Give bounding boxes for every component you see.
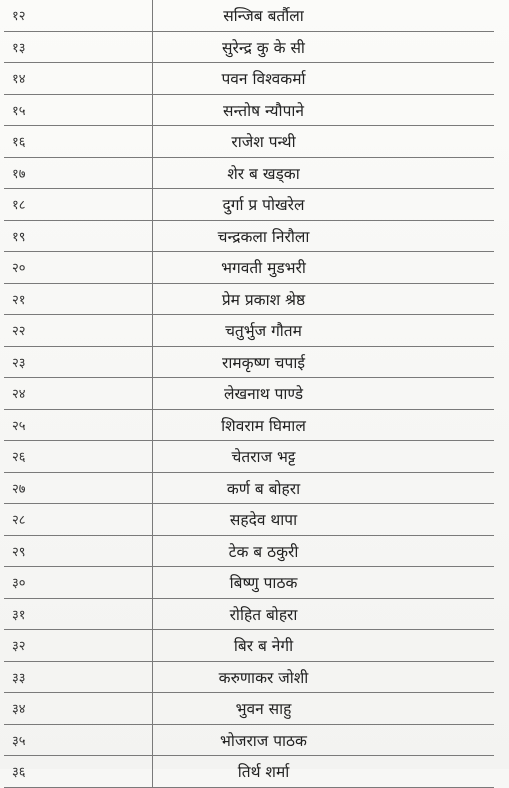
serial-number-cell: १५ bbox=[4, 94, 153, 126]
serial-number-cell: २३ bbox=[4, 346, 153, 378]
name-list-table-wrapper bbox=[4, 0, 494, 788]
table-row bbox=[4, 157, 494, 189]
serial-number-cell: १२ bbox=[4, 0, 153, 31]
serial-number-cell: ३६ bbox=[4, 756, 153, 788]
person-name-cell: भुवन साहु bbox=[153, 693, 495, 725]
name-list-table bbox=[4, 0, 494, 788]
serial-number-cell: १४ bbox=[4, 63, 153, 95]
serial-number-cell: १३ bbox=[4, 31, 153, 63]
person-name-cell: टेक ब ठकुरी bbox=[153, 535, 495, 567]
table-row bbox=[4, 220, 494, 252]
table-row bbox=[4, 441, 494, 473]
table-row bbox=[4, 315, 494, 347]
table-row bbox=[4, 283, 494, 315]
table-row bbox=[4, 724, 494, 756]
table-row bbox=[4, 661, 494, 693]
serial-number-cell: २१ bbox=[4, 283, 153, 315]
person-name-cell: कर्ण ब बोहरा bbox=[153, 472, 495, 504]
table-row bbox=[4, 31, 494, 63]
person-name-cell: रामकृष्ण चपाई bbox=[153, 346, 495, 378]
table-body bbox=[4, 0, 494, 787]
table-row bbox=[4, 598, 494, 630]
person-name-cell: सहदेव थापा bbox=[153, 504, 495, 536]
serial-number-cell: ३२ bbox=[4, 630, 153, 662]
person-name-cell: शिवराम घिमाल bbox=[153, 409, 495, 441]
person-name-cell: चतुर्भुज गौतम bbox=[153, 315, 495, 347]
person-name-cell: भोजराज पाठक bbox=[153, 724, 495, 756]
person-name-cell: लेखनाथ पाण्डे bbox=[153, 378, 495, 410]
serial-number-cell: २० bbox=[4, 252, 153, 284]
person-name-cell: तिर्थ शर्मा bbox=[153, 756, 495, 788]
table-row bbox=[4, 535, 494, 567]
person-name-cell: पवन विश्वकर्मा bbox=[153, 63, 495, 95]
table-row bbox=[4, 189, 494, 221]
serial-number-cell: २७ bbox=[4, 472, 153, 504]
table-row bbox=[4, 693, 494, 725]
person-name-cell: बिष्णु पाठक bbox=[153, 567, 495, 599]
table-row bbox=[4, 63, 494, 95]
person-name-cell: प्रेम प्रकाश श्रेष्ठ bbox=[153, 283, 495, 315]
person-name-cell: दुर्गा प्र पोखरेल bbox=[153, 189, 495, 221]
table-row bbox=[4, 409, 494, 441]
table-row bbox=[4, 346, 494, 378]
table-row bbox=[4, 378, 494, 410]
serial-number-cell: ३५ bbox=[4, 724, 153, 756]
person-name-cell: चेतराज भट्ट bbox=[153, 441, 495, 473]
table-row bbox=[4, 94, 494, 126]
serial-number-cell: २६ bbox=[4, 441, 153, 473]
person-name-cell: सन्तोष न्यौपाने bbox=[153, 94, 495, 126]
serial-number-cell: १६ bbox=[4, 126, 153, 158]
table-row bbox=[4, 0, 494, 31]
serial-number-cell: १७ bbox=[4, 157, 153, 189]
serial-number-cell: ३० bbox=[4, 567, 153, 599]
person-name-cell: रोहित बोहरा bbox=[153, 598, 495, 630]
person-name-cell: शेर ब खड्का bbox=[153, 157, 495, 189]
serial-number-cell: २५ bbox=[4, 409, 153, 441]
serial-number-cell: २९ bbox=[4, 535, 153, 567]
person-name-cell: भगवती मुडभरी bbox=[153, 252, 495, 284]
person-name-cell: सन्जिब बर्तौला bbox=[153, 0, 495, 31]
serial-number-cell: २४ bbox=[4, 378, 153, 410]
serial-number-cell: १९ bbox=[4, 220, 153, 252]
serial-number-cell: २८ bbox=[4, 504, 153, 536]
table-row bbox=[4, 630, 494, 662]
serial-number-cell: ३३ bbox=[4, 661, 153, 693]
serial-number-cell: ३४ bbox=[4, 693, 153, 725]
person-name-cell: चन्द्रकला निरौला bbox=[153, 220, 495, 252]
person-name-cell: राजेश पन्थी bbox=[153, 126, 495, 158]
table-row bbox=[4, 567, 494, 599]
serial-number-cell: ३१ bbox=[4, 598, 153, 630]
table-row bbox=[4, 126, 494, 158]
serial-number-cell: १८ bbox=[4, 189, 153, 221]
table-row bbox=[4, 472, 494, 504]
table-row bbox=[4, 504, 494, 536]
serial-number-cell: २२ bbox=[4, 315, 153, 347]
person-name-cell: सुरेन्द्र कु के सी bbox=[153, 31, 495, 63]
table-row bbox=[4, 252, 494, 284]
person-name-cell: बिर ब नेगी bbox=[153, 630, 495, 662]
table-row bbox=[4, 756, 494, 788]
person-name-cell: करुणाकर जोशी bbox=[153, 661, 495, 693]
